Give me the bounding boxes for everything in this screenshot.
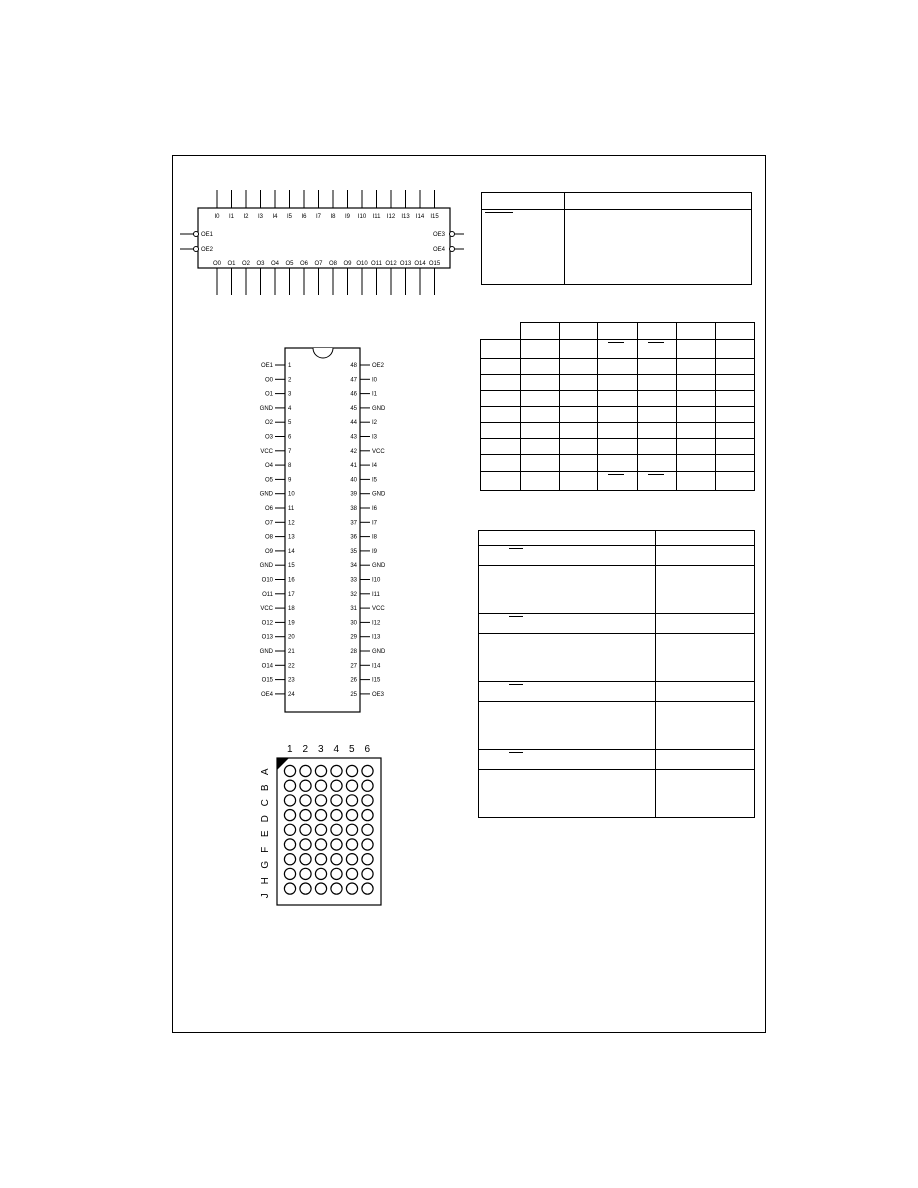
pin-number: 45 (350, 405, 357, 412)
function-table (480, 322, 755, 491)
pin-label: I9 (372, 548, 378, 555)
output-label: O11 (371, 261, 382, 267)
bga-ball (315, 883, 326, 894)
bga-ball (331, 854, 342, 865)
input-label: I10 (357, 214, 367, 220)
bga-ball (300, 839, 311, 850)
pin-label: I10 (372, 577, 381, 584)
bga-column-label: 2 (302, 744, 309, 755)
pin-label: O0 (264, 377, 273, 384)
output-label: O14 (414, 261, 426, 267)
input-label: I12 (386, 214, 396, 220)
pin-label: OE1 (260, 363, 273, 369)
pin-label: O1 (264, 391, 273, 398)
bga-row-label: G (259, 860, 271, 869)
pin-assignment-row (479, 702, 755, 750)
bga-ball (331, 765, 342, 776)
pin-number: 1 (288, 363, 292, 369)
bga-ball (284, 765, 295, 776)
pin-number: 20 (288, 634, 295, 641)
input-label: I7 (315, 214, 322, 220)
pin-number: 9 (288, 477, 292, 484)
bga-ball (284, 854, 295, 865)
function-table-row (481, 439, 755, 455)
bga-ball (300, 868, 311, 879)
bga-row-label: H (259, 876, 271, 884)
bga-ball (300, 780, 311, 791)
pin-number: 47 (350, 377, 357, 384)
bga-ball (331, 810, 342, 821)
pin-number: 13 (288, 534, 295, 541)
pin-label: VCC (260, 448, 273, 455)
input-label: I1 (228, 214, 235, 220)
bga-column-label: 3 (317, 744, 324, 755)
pin-label: O9 (264, 548, 273, 555)
bga-ball (284, 883, 295, 894)
pin-assignment-row (479, 566, 755, 614)
bga-row-label: B (259, 783, 271, 791)
bga-ball (362, 824, 373, 835)
pin-number: 12 (288, 520, 295, 527)
pin-number: 7 (288, 448, 292, 455)
pin-label: I15 (372, 677, 381, 684)
pin-assignment-row (479, 750, 755, 770)
bga-row-labels (258, 764, 273, 904)
function-table-row (481, 340, 755, 359)
bga-ball (284, 868, 295, 879)
bga-ball (362, 883, 373, 894)
oe-label: OE3 (432, 232, 445, 238)
pin-label: O6 (264, 506, 273, 512)
pin-number: 2 (288, 377, 292, 384)
pin-number: 42 (350, 448, 357, 455)
pin-number: 31 (350, 606, 357, 613)
pin-number: 4 (288, 405, 292, 412)
pin-label: I13 (372, 634, 381, 641)
bga-ball (300, 810, 311, 821)
pin-number: 3 (288, 391, 292, 398)
pin-label: GND (259, 405, 273, 412)
input-label: I13 (401, 214, 410, 220)
function-table-row (481, 359, 755, 375)
output-label: O7 (314, 261, 323, 267)
pin-label: I12 (372, 620, 381, 627)
output-label: O10 (356, 261, 368, 267)
oe-label: OE2 (201, 247, 214, 253)
pin-label: O11 (262, 591, 273, 598)
bga-ball (300, 883, 311, 894)
bga-ball-grid (276, 757, 383, 907)
pin-number: 23 (288, 677, 295, 684)
function-table-row (481, 323, 755, 340)
pin-number: 28 (350, 649, 357, 655)
bga-ball (362, 765, 373, 776)
inversion-bubble (450, 232, 455, 237)
pin-number: 43 (350, 434, 357, 441)
pin-number: 27 (350, 663, 357, 670)
pin-label: GND (372, 563, 386, 570)
bga-row-label: J (259, 893, 271, 899)
bga-ball (300, 854, 311, 865)
pin-label: I1 (372, 391, 378, 398)
function-table-row (481, 423, 755, 439)
pin-number: 24 (288, 691, 295, 698)
pin-label: O12 (261, 620, 273, 627)
bga-row-label: F (259, 846, 271, 853)
bga-ball (362, 839, 373, 850)
pin-number: 33 (350, 577, 357, 584)
output-label: O12 (385, 261, 397, 267)
input-label: I6 (301, 214, 307, 220)
bga-ball (284, 824, 295, 835)
output-label: O0 (212, 261, 222, 267)
input-label: I9 (344, 214, 351, 220)
pin-label: O14 (261, 663, 273, 670)
pin-number: 32 (350, 591, 357, 598)
pin-label: GND (259, 649, 273, 655)
output-label: O15 (428, 261, 441, 267)
function-table-row (481, 472, 755, 491)
bga-ball (362, 780, 373, 791)
pin-label: OE3 (372, 691, 385, 698)
input-label: I0 (214, 214, 220, 220)
bga-ball (346, 765, 357, 776)
bga-column-label: 6 (364, 744, 371, 755)
pin-label: I4 (372, 463, 378, 470)
bga-ball (346, 824, 357, 835)
pin-label: O5 (264, 477, 273, 484)
pin-number: 30 (350, 620, 357, 627)
pin-number: 22 (288, 663, 295, 670)
input-label: I15 (430, 214, 439, 220)
bga-ball (346, 795, 357, 806)
pin-number: 18 (288, 606, 295, 613)
bga-ball (315, 824, 326, 835)
bga-ball (284, 839, 295, 850)
pin-label: VCC (372, 606, 385, 613)
bga-column-label: 5 (348, 744, 355, 755)
input-label: I4 (272, 214, 278, 220)
pin-label: I2 (372, 420, 378, 427)
output-label: O8 (328, 261, 338, 267)
bga-ball (315, 839, 326, 850)
pin-number: 8 (288, 463, 292, 470)
logic-symbol-body (198, 208, 450, 268)
pin-label: O13 (261, 634, 273, 641)
output-label: O13 (399, 261, 412, 267)
bga-ball (315, 854, 326, 865)
output-label: O6 (299, 261, 309, 267)
pin-label: OE2 (372, 363, 385, 369)
pin-number: 21 (288, 649, 295, 655)
pin-number: 15 (288, 563, 295, 570)
pin-assignment-row (479, 614, 755, 634)
pin-descriptions-table (481, 192, 752, 285)
bga-ball (362, 868, 373, 879)
bga-row-label: D (259, 814, 271, 822)
pin-label: O7 (264, 520, 273, 527)
inversion-bubble (194, 247, 199, 252)
output-label: O5 (285, 261, 294, 267)
output-label: O9 (343, 261, 352, 267)
oe-label: OE4 (432, 247, 445, 253)
bga-ball (331, 780, 342, 791)
inversion-bubble (194, 232, 199, 237)
pin-number: 17 (288, 591, 295, 598)
bga-column-labels (282, 744, 375, 755)
pin-number: 36 (350, 534, 357, 541)
pin-number: 48 (350, 363, 357, 369)
bga-ball (362, 795, 373, 806)
bga-row-label: A (259, 768, 271, 776)
bga-ball (315, 810, 326, 821)
pin-label: I3 (372, 434, 378, 441)
bga-ball (346, 780, 357, 791)
pin-number: 46 (350, 391, 357, 398)
bga-ball (300, 824, 311, 835)
pin-label: O10 (261, 577, 273, 584)
pin-number: 41 (350, 463, 357, 470)
pin-assignment-row (479, 546, 755, 566)
bga-ball (346, 810, 357, 821)
bga-ball (284, 810, 295, 821)
bga-ball (362, 854, 373, 865)
pin-number: 14 (288, 548, 295, 555)
pin-number: 34 (350, 563, 357, 570)
logic-symbol-diagram (175, 185, 465, 300)
pin-label: GND (372, 649, 386, 655)
input-label: I2 (243, 214, 249, 220)
pin-assignment-row (479, 531, 755, 546)
bga-ball (331, 824, 342, 835)
pin-number: 40 (350, 477, 357, 484)
bga-ball (284, 780, 295, 791)
pin-label: I11 (372, 591, 380, 598)
pin-label: I14 (372, 663, 381, 670)
pin-label: O3 (264, 434, 273, 441)
bga-ball (315, 765, 326, 776)
output-label: O2 (241, 261, 251, 267)
pin-number: 26 (350, 677, 357, 684)
pin-number: 10 (288, 491, 295, 498)
bga-ball (315, 868, 326, 879)
pin-number: 11 (288, 506, 295, 512)
function-table-row (481, 407, 755, 423)
pin-number: 25 (350, 691, 357, 698)
inversion-bubble (450, 247, 455, 252)
pin-number: 37 (350, 520, 357, 527)
pin-label: VCC (260, 606, 273, 613)
pin-number: 29 (350, 634, 357, 641)
pin-label: GND (259, 563, 273, 570)
pin-assignment-row (479, 682, 755, 702)
bga-column-label: 1 (286, 744, 293, 755)
pin-label: GND (372, 491, 386, 498)
pin-label: OE4 (260, 691, 273, 698)
bga-ball (300, 765, 311, 776)
bga-ball (331, 795, 342, 806)
pin-label: I6 (372, 506, 378, 512)
bga-ball (362, 810, 373, 821)
pin-label: O15 (261, 677, 273, 684)
function-table-row (481, 391, 755, 407)
input-label: I14 (415, 214, 425, 220)
pin-number: 39 (350, 491, 357, 498)
pin-label: O2 (264, 420, 273, 427)
output-label: O3 (256, 261, 265, 267)
input-label: I11 (372, 214, 381, 220)
bga-ball (315, 795, 326, 806)
bga-ball (315, 780, 326, 791)
pin-number: 6 (288, 434, 292, 441)
bga-ball (346, 883, 357, 894)
pin-label: VCC (372, 448, 385, 455)
pin-assignment-table (478, 530, 755, 818)
pin-number: 44 (350, 420, 357, 427)
bga-ball (346, 868, 357, 879)
pin-assignment-row (479, 770, 755, 818)
bga-column-label: 4 (333, 744, 340, 755)
pin-label: I0 (372, 377, 378, 384)
bga-ball (331, 839, 342, 850)
bga-ball (331, 868, 342, 879)
function-table-row (481, 455, 755, 472)
oe-label: OE1 (201, 232, 214, 238)
pin-number: 16 (288, 577, 295, 584)
pin-assignment-row (479, 634, 755, 682)
input-label: I5 (286, 214, 293, 220)
pin-number: 19 (288, 620, 295, 627)
pin-label: O4 (264, 463, 273, 470)
bga-ball (300, 795, 311, 806)
input-label: I8 (330, 214, 336, 220)
pin-number: 35 (350, 548, 357, 555)
pin-label: O8 (264, 534, 273, 541)
ssop-pinout-diagram (250, 345, 400, 715)
pin-label: GND (259, 491, 273, 498)
pin-label: I7 (372, 520, 378, 527)
input-label: I3 (257, 214, 264, 220)
output-label: O1 (227, 261, 236, 267)
pin-label: I8 (372, 534, 378, 541)
pin-label: GND (372, 405, 386, 412)
pin-number: 5 (288, 420, 292, 427)
bga-ball (284, 795, 295, 806)
bga-ball (346, 839, 357, 850)
ssop-notch (313, 348, 333, 358)
bga-row-label: C (259, 799, 271, 807)
output-label: O4 (270, 261, 280, 267)
bga-ball (331, 883, 342, 894)
function-table-row (481, 375, 755, 391)
pin-number: 38 (350, 506, 357, 512)
bga-row-label: E (259, 830, 271, 838)
pin-label: I5 (372, 477, 378, 484)
bga-ball (346, 854, 357, 865)
ssop-package-body (285, 348, 360, 712)
